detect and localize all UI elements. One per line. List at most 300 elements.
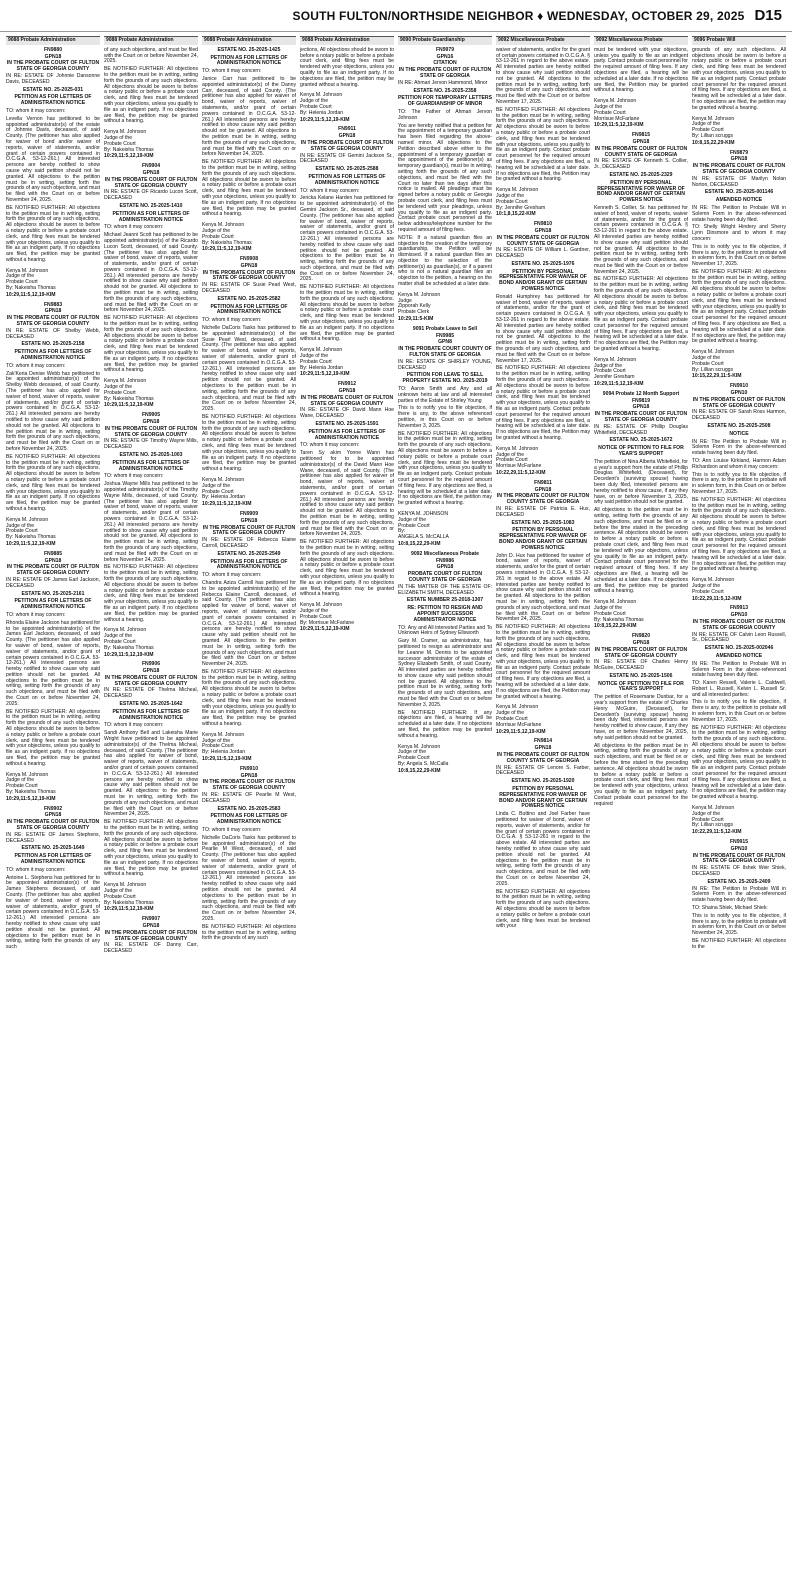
signature-line: By: Helenia Jordan (300, 109, 344, 116)
estate-number: ESTATE NO. 25-2025-1976 (511, 260, 575, 267)
notice-paragraph: BE NOTIFIED FURTHER: All objections to the petition must be in writing, setting forth the grounds of any such objections. All objections should be sworn to before a notary public or before a probate court clerk, and filing fees must be tendered with your objections, unless you qualify to file as an indigent party. If no objections are filed, the petition may be granted without a hearing. (202, 414, 296, 473)
signature-line: By: Angela S. McCalla (398, 761, 449, 768)
signature-line: Kenya M. Johnson (202, 731, 245, 738)
petition-title: PETITION AS FOR LETTERS OF ADMINISTRATION NOTICE (308, 173, 386, 186)
notice-recipient: TO: whom it may concern: (104, 224, 164, 231)
signature-line: Judge of the (594, 604, 623, 611)
signature-line: Kenya M. Johnson (6, 267, 49, 274)
notice-paragraph: jections, All objections should be sworn to before a notary public or before a probate court clerk, and filing fees must be tendered with your objections, unless you qualify to file as an indigent party. If no objections are filed, the petition may be granted without a hearing. (300, 46, 394, 88)
petition-title: PETITION AS FOR LETTERS OF ADMINISTRATION NOTICE (112, 210, 190, 223)
estate-number: ESTATE NO. 25-2025-2508 (707, 423, 771, 430)
estate-name: IN RE: ESTATE OF Gemini Jackson Sr., DECEASED (300, 152, 394, 165)
notice-heading: FN9814 (533, 738, 553, 745)
notice-heading: FN9819 (631, 397, 651, 404)
signature-line: Probate Court (594, 109, 626, 116)
legal-notice (594, 392, 688, 630)
signature-line: Probate Court (594, 368, 626, 375)
notice-paragraph: All objections to the petition must be in writing, setting forth the grounds of any such objections, and must be filed on or before the time stated in the preceding sentence. All objections should be sworn to before a notary public or before a probate court clerk, and filing fees must be tendered with your objections, unless you qualify to file as an indigent party. Contact probate court personnel for the required amount of filing fees. If any objections are filed, a hearing will be scheduled at a later date. If no objections are filed, the petition may be granted without a hearing. (594, 507, 688, 595)
signature-line: By: Lillian scruggs (692, 132, 734, 139)
notice-paragraph: BE NOTIFIED FURTHER: All objections to the petition must be in writing, setting forth the grounds of any such objections. All objections should be sworn to before a notary public or before a probate court clerk, and filing fees must be tendered with your objections, unless you qualify to file as an indigent party. If no objections are filed, the petition may be granted without a hearing. (300, 539, 394, 598)
legal-notice (692, 384, 786, 602)
petition-title: NOTICE OF PETITION TO FILE FOR YEAR'S SUPPORT (598, 445, 684, 457)
signature-line: 10:29,11:5,12,19-KIM (104, 153, 154, 160)
notice-paragraph: TO: Ann Louise Kirkland, Harmon Adam Richardson and whom it may concern: (692, 458, 786, 470)
signature-line: By: Morrisue McFarlane (300, 619, 355, 626)
notice-heading: GPN18 (534, 486, 552, 493)
legal-notice (692, 840, 786, 951)
petition-title: PETITION AS FOR LETTERS OF ADMINISTRATION NOTICE (210, 303, 288, 316)
notice-paragraph: Levella Vernon has petitioned to be appointed administrator(s) of the estate of Johnnie Davis, deceased, of said County. (The petitioner has also applied for waiver of bond and/or waiver of reports, waiver of statements, and/or grant of certain powers contained in O.C.G.A. 53-12-261.) All interested persons are hereby notified to show cause why said petition should not be granted. All objections to the petition must be in writing, setting forth the grounds of any such objections, and must be filed with the Court on or before November 24, 2025. (6, 115, 100, 203)
signature-line: Probate Court (692, 588, 724, 595)
notice-heading: GPN18 (632, 138, 650, 145)
signature-line: 10:22,29,11:5,12-KIM (496, 469, 546, 476)
legal-notice (496, 48, 590, 218)
petition-title: RE: PETITION TO RESIGN AND APPOINT SUCCESSOR ADMINISTRATOR NOTICE (407, 605, 483, 623)
signature-line: 10:29,11:5,12,19-KIM (300, 116, 350, 123)
signature-line: Judge of the (692, 810, 721, 817)
signature-line: Judge of the (202, 227, 231, 234)
signature-line: 10:29,11:5,12,19-KIM (496, 728, 546, 735)
estate-name: IN RE: ESTATE OF Rebecca Elaine Carroll, DECEASED (202, 537, 296, 549)
signature-line: 10:15,22,29,11:5-KIM (692, 373, 742, 380)
notice-paragraph: Linda C. Buttino and Joel Farber have petitioned for waiver of bond, waiver of reports, waiver of statements, and/or for the grant of certain powers contained in O.C.G.A. § 53-12-261 in regard to the above estate. All interested parties are hereby notified to show cause why said petition should not be granted. All objections to the petition must be in writing, setting forth the grounds of any such objections, and must be filed with the Court on or before November 24, 2025. (496, 811, 590, 887)
legal-notice (398, 327, 492, 548)
petition-title: PETITION AS FOR LETTERS OF ADMINISTRATION NOTICE (14, 853, 92, 865)
estate-number: ESTATE NO. 25-2025-1920 (511, 778, 575, 785)
estate-number: ESTATE NO. 25-2025-1506 (609, 672, 673, 679)
notice-heading: FN9885 (43, 550, 63, 557)
signature-line: 10:29,11:5,12,19-KIM (202, 246, 252, 253)
petition-title: NOTICE (729, 430, 749, 437)
notice-heading: GPN18 (534, 745, 552, 752)
notice-paragraph: BE NOTIFIED FURTHER: All objections to the petition must be in writing, setting forth the grounds of any such objections. All objections should be sworn to before a notary public or before a probate court clerk, and filing fees must be tendered with your objections, unless you qualify to file as an indigent party. If no objections are filed, the petition may be granted without a hearing. (6, 204, 100, 263)
notice-paragraph: BE NOTIFIED FURTHER: All objections to the petition must be in writing, setting forth the grounds of any such (202, 923, 296, 942)
notice-heading: GPN18 (730, 156, 748, 163)
notice-heading: FN9820 (631, 633, 651, 640)
notice-paragraph: This is to notify you to file objection, if there is any, to the petition to probate will in solemn form, in this Court on or before November 17, 2025. (692, 243, 786, 268)
estate-number: ESTATE NO. 25-2025-2161 (21, 590, 85, 597)
legal-notice (202, 48, 296, 253)
signature-line: Judge of the (300, 353, 329, 360)
estate-name: IN RE: ESTATE OF Timothy Wayne Mills, DECEASED (104, 438, 198, 451)
notice-paragraph: Nichelle DaCoris Tasks has petitioned to be appointed administrator(s) of the Susie Pearl West, deceased, of said County. (The petitioner has also applied for waiver of bond, waiver of reports, waiver of statements, and/or grant of certain powers contained in O.C.G.A. 53-12-261.) All interested persons are hereby notified to show cause why said petition should not be granted. All objections to the petition must be in writing, setting forth the grounds of any such objections, and must be filed with the Court on or before November 24, 2025. (202, 325, 296, 413)
notice-paragraph: This is to notify you to file objection, if there is any, to the petition to probate will in solemn form, in this Court on or before November 17, 2025. (692, 471, 786, 495)
notice-recipient: TO: whom it may concern: (104, 722, 164, 729)
notice-heading: FN9902 (43, 805, 63, 812)
column-7 (594, 36, 688, 1578)
signature-line: Kenya M. Johnson (6, 771, 49, 778)
notice-recipient: TO: The Father of Ahmari Jervon Johnson (398, 108, 492, 121)
estate-number: ESTATE NO. 25-2025-031 (22, 86, 84, 93)
notice-heading: FN9913 (729, 605, 749, 612)
notice-heading: FN9908 (239, 256, 259, 263)
signature-line: By: Nakeisha Thomas (6, 285, 56, 292)
notice-recipient: TO: Any and All interested Parties and To Unknown Heirs of Sydney Ellsworth (398, 624, 492, 637)
notice-paragraph: BE NOTIFIED FURTHER: All objections to the petition must be in writing, setting forth the grounds of any such objections. All objections should be sworn to before a notary public or before a probate court clerk, and filing fees must be tendered with your objections, unless you qualify to file as an indigent party. Contact probate court personnel for the required amount of filing fees. If any objections are filed, a hearing will be scheduled at a later date. If no objections are filed, the Petition may be granted without a hearing. (496, 106, 590, 183)
notice-heading: PROBATE COURT OF FULTON COUNTY STATE OF GEORGIA (407, 571, 483, 583)
signature-line: 10:29,11:5-KIM (398, 316, 434, 323)
legal-notice (6, 552, 100, 803)
legal-notice (398, 552, 492, 775)
notice-heading: GPN8 (438, 339, 452, 346)
estate-name: IN RE: ESTATE OF Sarah Ross Harmon, DECEASED (692, 409, 786, 422)
signature-line: Judge of the (104, 384, 133, 391)
estate-number: ESTATE NO. 25-2025-1425 (217, 46, 281, 53)
signature-line: Judge of the (104, 887, 133, 894)
signature-line: Judge of the (496, 710, 525, 717)
notice-paragraph: All objections to the petition must be in writing, setting forth the grounds of any such objections, and must be filed on or before the time stated in the preceding sentence. All objections should be sworn to before a notary public or before a probate court clerk, and filing fees must be tendered with your objections, unless you qualify to file as an indigent party. Contact probate court personnel for the required (594, 742, 688, 807)
petition-title: PETITION BY PERSONAL REPRESENTATIVE FOR WAIVER OF BOND AND/OR GRANT OF CERTAIN POWERS NOTICE (498, 527, 587, 551)
notice-recipient: TO: whom it may concern: (6, 362, 66, 369)
notice-heading: IN THE PROBATE COURT OF FULTON STATE OF GEORGIA COUNTY (104, 929, 198, 942)
notice-heading: FN9810 (533, 221, 553, 228)
notice-paragraph: Nichelle DaCoris Tasks has petitioned to be appointed administrator(s) of the Pearlie M West, deceased, of said County. (The petitioner has also applied for waiver of bond, waiver of reports, waiver of statements, and/or grant of certain powers contained in O.C.G.A. 53-12-261.) All interested persons are hereby notified to show cause why said petition should not be granted. All objections to the petition must be in writing, setting forth the grounds of any such objections, and must be filed with the Court on or before November 24, 2025. (202, 834, 296, 922)
notice-heading: IN THE PROBATE COURT OF FULTON STATE OF GEORGIA (398, 67, 492, 79)
legal-notice (496, 481, 590, 736)
signature-line: Probate Court (398, 755, 430, 762)
petition-title: PETITION AS FOR LETTERS OF ADMINISTRATION NOTICE (308, 428, 386, 441)
signature-line: Kenya M. Johnson (496, 704, 539, 711)
notice-heading: IN THE PROBATE COURT OF FULTON STATE OF GEORGIA COUNTY (692, 396, 786, 409)
estate-number: ESTATE NO. 25-2025-1003 (119, 452, 183, 458)
notice-heading: GPN18 (338, 388, 356, 395)
signature-line: Kenya M. Johnson (104, 129, 147, 136)
notice-heading: IN THE PROBATE COURT OF FULTON STATE OF GEORGIA COUNTY (202, 779, 296, 792)
notice-heading: IN THE PROBATE COURT OF FULTON STATE OF GEORGIA COUNTY (6, 564, 100, 577)
petition-title: PETITION AS FOR LETTERS OF ADMINISTRATION NOTICE (14, 349, 92, 362)
signature-line: 10:29,11:5,12,19-KIM (6, 291, 56, 298)
notice-heading: GPN18 (44, 53, 62, 60)
signature-line: By: Nakeisha Thomas (6, 534, 56, 541)
notice-heading: FN9880 (43, 46, 63, 53)
notice-heading: FN9985 (435, 332, 455, 339)
page-number: D15 (754, 7, 782, 24)
petition-title: PETITION AS FOR LETTERS OF ADMINISTRATION NOTICE (210, 54, 288, 67)
notice-paragraph: Gary M. Cramer, as administrator, has petitioned to resign as administrator and for Leanne M. Dennis to be appointed successor administrator of the estate of Sydney Elizabeth Smith, of said County. All interested parties are hereby notified to show cause why said petition should not be granted. All objections to the petition must be in writing, setting forth the grounds of any such objections, and must be filed with the Court on or before November 3, 2025. (398, 638, 492, 708)
legal-notice (496, 222, 590, 477)
notice-paragraph: This is to notify you to file objection, if there is any, to the petition to probate will in solemn form, in this Court on or before November 24, 2025. (692, 912, 786, 937)
notice-heading: FN9906 (141, 661, 161, 668)
notice-paragraph: grounds of any such objections. All objections should be sworn to before a notary public or before a probate court clerk, and filing fees must be tendered with your objections, unless you qualify to file as an indigent party. Contact probate court personnel for the required amount of filing fees. If any objections are filed, a hearing will be scheduled at a later date. If no objections are filed, the petition may be granted without a hearing. (692, 46, 786, 111)
signature-line: 10:29,11:5,12,19-KIM (6, 795, 56, 802)
estate-name: IN RE: ESTATE OF SHIRLEY YOUNG, DECEASED (398, 358, 492, 371)
notice-heading: IN THE PROBATE COURT OF FULTON COUNTY STATE OF GEORGIA (496, 752, 590, 764)
notice-heading: GPN18 (240, 772, 258, 779)
estate-number: ESTATE NO. 25-2025-2583 (217, 805, 281, 812)
notice-heading: FN9904 (141, 163, 161, 170)
notice-heading: IN THE PROBATE COURT OF FULTON STATE OF GEORGIA COUNTY (692, 852, 786, 865)
notice-recipient: TO: whom it may concern: (202, 317, 262, 324)
estate-number: ESTATE NO. 25-2025-1649 (21, 845, 85, 852)
legal-notice (6, 807, 100, 951)
signature-line: 10:8,15,22,29-KIM (594, 623, 637, 630)
signature-line: Probate Court (6, 279, 38, 286)
petition-title: PETITION AS FOR LETTERS OF ADMINISTRATION NOTICE (210, 813, 288, 826)
notice-heading: GPN10 (730, 612, 748, 619)
estate-number: ESTATE NO. 25-2025-2582 (217, 295, 281, 302)
signature-line: Judge of the (104, 633, 133, 640)
estate-name: IN RE: ESTATE OF Thelma Micheal, DECEASED (104, 687, 198, 700)
estate-name: IN RE: ESTATE OF David Mann Hoe Wane, DECEASED (300, 407, 394, 420)
legal-notice (6, 48, 100, 299)
legal-notice (692, 151, 786, 381)
notice-recipient: TO: whom it may concern: (6, 107, 66, 114)
notice-heading: GPN18 (44, 812, 62, 819)
estate-name: IN RE: ESTATE OF Ricardo Lucon Scott, DECEASED (104, 189, 198, 202)
notice-heading: GPN18 (44, 308, 62, 315)
signature-line: Probate Court (6, 783, 38, 790)
signature-line: Probate Court (104, 893, 136, 900)
notice-paragraph: Jericka Kelane Harden has petitioned for to be appointed administrator(s) of the Gemini Jackson Sr., deceased, of said County. (The petitioner has also applied for waiver of bond, waiver of reports, waiver of statements, and/or grant of certain powers contained in O.C.G.A. 53-12-261.) All interested persons are hereby notified to show cause why said petition should not be granted. All objections to the petition must be in writing, setting forth the grounds of any such objections, and must be filed with the Court on or before November 24, 2025. (300, 195, 394, 283)
notice-paragraph: Zak'Keria Denise Webb has petitioned to be appointed administrator(s) of the Shelby Webb deceased, of said County. (The petitioner has also applied for waiver of bond, waiver of reports, waiver of statements, and/or grant of certain powers contained in O.C.G.A. 53-12-261.) All interested persons are hereby notified to show cause why said petition should not be granted. All objections to the petition must be in writing, setting forth the grounds of any such objections, and must be filed with the Court on or before November 24, 2025. (6, 370, 100, 452)
notice-paragraph: Michael Jeanni Scott has petitioned to be appointed administrator(s) of the Ricardo Lucon Scott, deceased, of said County. (The petitioner has also applied for waiver of bond, waiver of reports, waiver of statements, and/or grant of certain powers contained in O.C.G.A. 53-12-261.) All interested persons are hereby notified to show cause why said petition should not be granted. All objections to the petition must be in writing, setting forth the grounds of any such objections, and must be filed with the Court on or before November 24, 2025. (104, 232, 198, 314)
signature-line: Judge of the (6, 522, 35, 529)
signature-line: Kenya M. Johnson (594, 98, 637, 105)
legal-notice (594, 48, 688, 129)
section-heading: 9088 Probate Administration (6, 36, 100, 45)
notice-heading: FN9883 (43, 301, 63, 308)
estate-number: ESTATE NO. 25-2025-2329 (609, 171, 673, 178)
estate-name: IN RE: ESTATE OF Pearlie M West, DECEASED (202, 792, 296, 804)
notice-heading: GPN18 (240, 262, 258, 269)
notice-heading: FN9912 (337, 381, 357, 388)
notice-heading: IN THE PROBATE COURT OF FULTON STATE OF GEORGIA COUNTY (692, 618, 786, 631)
notice-heading: IN THE PROBATE COURT OF FULTON STATE OF GEORGIA COUNTY (202, 524, 296, 537)
petition-title: PETITION AS FOR LETTERS OF ADMINISTRATION NOTICE (210, 558, 288, 571)
notice-paragraph: The petition of Rosemarie Dunbar, for a year's support from the estate of Charles Henry McGuire, (Deceased), for Decedent's (surviving spouse) having been duly filed, interested persons are hereby notified to show cause, if any they have, on or before November 24, 2025, why said petition should not be granted. (594, 694, 688, 741)
signature-line: Judge of the (6, 273, 35, 280)
estate-number: ESTATE NO. 25-2025-2549 (217, 550, 281, 557)
column-6 (496, 36, 590, 1578)
notice-heading: FN9879 (729, 149, 749, 156)
signature-line: Kenya M. Johnson (300, 347, 343, 354)
estate-number: ESTATE NO. 25-2025-2409 (707, 878, 771, 885)
signature-line: Judge of the (104, 134, 133, 141)
signature-line: By: Helenia Jordan (300, 364, 344, 371)
legal-notice (398, 48, 492, 323)
estate-number: ESTATE NO. 25-2025-1591 (315, 421, 379, 428)
column-1 (6, 36, 100, 1578)
notice-heading: GPN18 (534, 227, 552, 234)
signature-line: Probate Court (398, 522, 430, 529)
estate-name: IN RE: ESTATE OF James Earl Jackson, DECEASED (6, 576, 100, 589)
petition-title: PETITION BY PERSONAL REPRESENTATIVE FOR WAIVER OF BOND AND/OR GRANT OF CERTAIN POWERS NOTICE (498, 268, 587, 293)
signature-line: Kenya M. Johnson (202, 222, 245, 229)
notice-paragraph: BE NOTIFIED FURTHER: All objections to the petition must be in writing, setting forth the grounds of any such objections. All objections should be sworn to before a notary public or before a probate court clerk, and filing fees must be tendered with your objections, unless you qualify to file as an indigent party. If no objections are filed, the petition may be granted without a hearing. (6, 708, 100, 767)
section-heading: 9090 Probate Guardianship (398, 36, 492, 45)
notice-heading: CITATION (433, 60, 457, 67)
estate-name: IN RE: ESTATE OF Marilyn Nolan Norton, DECEASED (692, 175, 786, 188)
signature-line: Morrisue McFarlane (496, 721, 542, 728)
section-heading: 9092 Miscellaneous Probate (496, 36, 590, 45)
estate-number: ESTATE NO. 25-2025-002046 (704, 645, 774, 652)
petition-title: AMENDED NOTICE (715, 652, 763, 659)
notice-heading: GPN18 (338, 133, 356, 140)
signature-line: Probate Court (692, 816, 724, 823)
notice-paragraph: This is to notify you to file objection, if there is any, to the above referenced petition, in this Court on or before November 3, 2025. (398, 405, 492, 429)
legal-notice (104, 164, 198, 409)
notice-heading: IN THE PROBATE COURT OF FULTON STATE OF GEORGIA COUNTY (104, 674, 198, 687)
signature-line: By: Helenia Jordan (202, 749, 246, 756)
signature-line: By: Nakeisha Thomas (104, 899, 154, 906)
notice-paragraph: BE NOTIFIED FURTHER: All objections to the petition must be in writing, setting forth the grounds of any such objections. All objections should be sworn to before a notary public or before a probate court clerk, and filing fees must be tendered with your objections, unless you qualify to file as an indigent party. Contact probate court personnel for the required amount of filing fees. If any objections are filed, a hearing will be scheduled at a later date. If no objections are filed, the petition may be granted without a hearing. (692, 496, 786, 573)
signature-line: Judge of the (300, 98, 329, 105)
notice-paragraph: The petition of Nina Alberta Whitefield, for a year's support from the estate of Phillip Douglas Whitefield, (Deceased), for Decedent's (surviving spouse) having been duly filed, interested persons are hereby notified to show cause, if any they have, on or before November 3, 2025, why said petition should not be granted. (594, 458, 688, 506)
signature-line: Probate Court (496, 716, 528, 723)
legal-notice (300, 127, 394, 378)
petition-title: PETITION AS FOR LETTERS OF ADMINISTRATION NOTICE (14, 94, 92, 107)
petition-title: PETITION AS FOR LETTERS OF ADMINISTRATION NOTICE (112, 459, 190, 472)
notice-paragraph: BE NOTIFIED FURTHER: All objections to the petition must be in writing, setting forth the grounds of any such objections. All objections should be sworn to before a notary public or before a probate court clerk, and filing fees must be tendered with your objections, unless you qualify to file as an indigent party. Contact probate court personnel for the required amount of filing fees. If any objections are filed, a hearing will be scheduled at a later date. If no objections are filed, the petition may be granted without a hearing. (692, 724, 786, 801)
notice-recipient: TO: whom it may concern: (300, 187, 360, 194)
signature-line: Kenya M. Johnson (594, 356, 637, 363)
signature-line: Probate Court (496, 198, 528, 205)
signature-line: Probate Court (104, 389, 136, 396)
section-heading: 9096 Probate Will (692, 36, 786, 45)
notice-heading: FN9911 (338, 126, 356, 133)
signature-line: Kenya M. Johnson (104, 627, 147, 634)
signature-line: 10:29,11:5,12,19-KIM (300, 371, 350, 378)
signature-line: Kenya M. Johnson (398, 291, 441, 298)
notice-paragraph: BE NOTIFIED FURTHER: All objections to the petition must be in writing, setting forth the grounds of any such objections. All objections should be sworn to before a notary public or before a probate court clerk, and filing fees must be tendered with your (496, 888, 590, 930)
estate-name: IN RE: ESTATE OF Phillip Douglas Whitefield, DECEASED (594, 423, 688, 436)
notice-heading: IN THE PROBATE COURT OF FULTON STATE OF GEORGIA COUNTY (594, 646, 688, 659)
notice-heading: FN9811 (534, 479, 552, 486)
signature-line: Probate Court (496, 457, 528, 464)
notice-paragraph: BE NOTIFIED FURTHER: All objections to the petition must be in writing, setting forth the grounds of any such objections. All objections should be sworn to before a notary public or before a probate court clerk, and filing fees must be tendered with your objections, unless you qualify to file as an indigent party. Contact probate court personnel for the required amount of filing fees. If any objections are filed, a hearing will be scheduled at a later date. If no objections are filed, the Petition may be granted without a hearing. (594, 276, 688, 353)
legal-notice (104, 917, 198, 955)
notice-heading: GPN18 (142, 169, 160, 176)
signature-line: Zipporah Kelly (398, 303, 431, 310)
estate-number: ESTATE NO. 25-2025-1642 (119, 701, 183, 708)
notice-heading: GPN18 (632, 404, 650, 411)
signature-line: By: (398, 528, 406, 535)
signature-line: Kenya M. Johnson (104, 378, 147, 385)
notice-paragraph: Ronald Humphrey has petitioned for waiver of bond, waiver of reports, waiver of statements, and/or for the grant of certain powers contained in O.C.G.A. § 53-12-261 in regard to the above estate. All interested parties are hereby notified to show cause why said petition should not be granted. All objections to the petition must be in writing, setting forth the grounds of any such objections, and must be filed with the Court on or before November 17, 2025. (496, 293, 590, 364)
notice-heading: FN9915 (729, 839, 749, 846)
notice-paragraph: BE NOTIFIED FURTHER: All objections to the petition must be in writing, setting forth the grounds of any such objections. All objections should be sworn to before a notary public or before a probate court clerk, and filing fees must be tendered with your objections, unless you qualify to file as an indigent party. If no objections are filed, the petition may be granted without a hearing. (104, 564, 198, 623)
estate-name: IN RE: Ahmari Jervon Hammond, Minor (398, 79, 488, 86)
petition-title: PETITION BY PERSONAL REPRESENTATIVE FOR WAIVER OF BOND AND/OR GRANT OF CERTAIN POWERS NOTICE (498, 786, 587, 810)
signature-line: By: Nakeisha Thomas (202, 239, 252, 246)
notice-heading: 9092 Miscellaneous Probate (411, 550, 479, 557)
notice-recipient: TO: whom it may concern: (202, 827, 262, 834)
signature-line: Judge of the (496, 192, 525, 199)
signature-line: Judge of the (496, 451, 525, 458)
notice-heading: IN THE PROBATE COURT COUNTY OF FULTON STATE OF GEORGIA (398, 346, 492, 359)
legal-notice (594, 634, 688, 807)
signature-line: Probate Court (300, 103, 332, 110)
legal-notice (202, 257, 296, 508)
estate-name: IN RE: ESTATE OF Charles Henry McGuire, DECEASED (594, 659, 688, 672)
notice-heading: IN THE PROBATE COURT OF FULTON STATE OF GEORGIA COUNTY (6, 315, 100, 328)
signature-line: By: Nakeisha Thomas (594, 616, 644, 623)
notice-recipient: TO: whom it may concern: (6, 866, 66, 873)
notice-heading: 9091 Probate Leave to Sell (412, 325, 478, 332)
column-3 (202, 36, 296, 1578)
notice-paragraph: BE NOTIFIED FURTHER: All objections to the petition must be in writing, setting forth the grounds of any such objections. All objections must be sworn to before a notary public or before a probate court clerk, and filing fees must be tendered with your objections, unless you qualify to file as an indigent party. Contact probate court personnel for the required amount of filing fees. If any objections are filed, a hearing will be scheduled at a later date. If no objections are filed, the petition may be granted without a hearing. (398, 430, 492, 507)
signature-line: 10:29,11:5,12,19-KIM (594, 381, 644, 388)
signature-line: Probate Court (300, 613, 332, 620)
estate-number: ESTATE NO. 25-2025-2588 (315, 166, 379, 173)
notice-paragraph: Kenneth S. Collier, Sr. has petitioned for waiver of bond, waiver of reports, waiver of statements, and/or for the grant of certain powers contained in O.C.G.A. § 53-12-261 in regard to the above estate. All interested parties are hereby notified to show cause why said petition should not be granted. All objections to the petition must be in writing, setting forth the grounds of any such objections, and must be filed with the Court on or before November 24, 2025. (594, 204, 688, 275)
signature-line: 10:29,11:5,12,19-KIM (104, 906, 154, 913)
petition-title: PETITION AS FOR LETTERS OF ADMINISTRATION NOTICE (14, 598, 92, 611)
signature-line: Kenya M. Johnson (300, 602, 343, 609)
notice-paragraph: BE NOTIFIED FURTHER: All objections to the petition must be in writing, setting forth the grounds of any such objections. All objections should be sworn to before a notary public or before a probate court clerk, and filing fees must be tendered with your objections, unless you qualify to file as an indigent party. If no objections are filed, the petition may be granted without a hearing. (104, 66, 198, 125)
signature-line: 10:8,15,22,29-KIM (398, 540, 441, 547)
notice-heading: GPN18 (142, 922, 160, 929)
signature-line: Judge (398, 297, 412, 304)
signature-line: Probate Court (202, 233, 234, 240)
notice-paragraph: This is to notify you to file objection, if there is any, to the petition to probate will in solemn form, in this Court on or before November 17, 2025. (692, 699, 786, 723)
notice-heading: IN THE PROBATE COURT OF FULTON STATE OF GEORGIA COUNTY (594, 411, 688, 424)
notice-heading: IN THE PROBATE COURT OF FULTON COUNTY STATE OF GEORGIA (496, 234, 590, 247)
signature-line: 10:29,11:5,12,19-KIM (6, 540, 56, 547)
notice-paragraph: BE NOTIFIED FURTHER: All objections to the petition must be in writing, setting forth the grounds of any such objections. All objections should be sworn to before a notary public or before a probate court clerk, and filing fees must be tendered with your objections, unless you qualify to file as an indigent party. If no objections are filed, the petition may be granted without a hearing. (300, 284, 394, 343)
signature-line: Judge of the (202, 737, 231, 744)
signature-line: Kenya M. Johnson (692, 805, 735, 812)
signature-line: Judge of the (300, 607, 329, 614)
notice-paragraph: waiver of statements, and/or for the grant of certain powers contained in O.C.G.A. § 53-12-261 in regard to the above estate. All interested parties are hereby notified to show cause why said petition should not be granted. All objections to the petition must be in writing, setting forth the grounds of any such objections, and must be filed with the Court on or before November 17, 2025. (496, 46, 590, 105)
signature-line: By: Lillian scruggs (692, 366, 734, 373)
column-4 (300, 36, 394, 1578)
notice-heading: IN THE PROBATE COURT OF FULTON STATE OF GEORGIA COUNTY (300, 139, 394, 152)
signature-line: Kenya M. Johnson (692, 577, 735, 584)
estate-name: IN RE: ESTATE OF James Stephens, DECEASED (6, 831, 100, 844)
signature-line: By: Nakeisha Thomas (6, 789, 56, 796)
notice-heading: FN9907 (141, 916, 161, 923)
notice-paragraph: TO: Shaina Shiek, Michael Shiek: (692, 904, 768, 911)
signature-line: Kenya M. Johnson (692, 115, 735, 122)
signature-line: Judge of the (398, 516, 427, 523)
signature-line: Probate Court (300, 358, 332, 365)
notice-heading: GPN18 (632, 639, 650, 646)
section-heading: 9088 Probate Administration (104, 36, 198, 45)
notice-heading: IN THE PROBATE COURT OF FULTON STATE OF GEORGIA COUNTY (300, 394, 394, 407)
estate-name: IN RE: ESTATE OF Susie Pearl West, DECEASED (202, 282, 296, 295)
notice-paragraph: of any such objections, and must be filed with the Court on or before November 24, 2025. (104, 46, 198, 65)
signature-line: Kenya M. Johnson (6, 516, 49, 523)
notice-paragraph: BE NOTIFIED FURTHER: All objections to the petition must be in writing, setting forth the grounds of any such objections. All objections should be sworn to before a notary public or before a probate court clerk, and filing fees must be tendered with your objections, unless you qualify to file as an indigent party. If no objections are filed, the petition may be granted without a hearing. (202, 159, 296, 218)
notice-recipient: TO: whom it may concern: (104, 473, 164, 480)
notice-recipient: TO: whom it may concern: (300, 442, 360, 449)
notice-heading: IN THE PROBATE COURT OF FULTON STATE OF GEORGIA COUNTY (692, 163, 786, 175)
petition-title: PETITION AS FOR LETTERS OF ADMINISTRATION NOTICE (112, 708, 190, 721)
signature-line: Kenya M. Johnson (202, 476, 245, 483)
signature-line: Judge of the (6, 777, 35, 784)
signature-line: Kenya M. Johnson (104, 882, 147, 889)
notice-paragraph: Antoine L. Stephens has petitioned for to be appointed administrator(s) of the James Stephens deceased, of said County. (The petitioner has also applied for waiver of bond, waiver of reports, waiver of statements, and/or grant of certain powers contained in O.C.G.A. 53-12-261.) All interested persons are hereby notified to show cause why said petition should not be granted. All objections to the petition must be in writing, setting forth the grounds of any such (6, 874, 100, 951)
signature-line: Kenya M. Johnson (300, 92, 343, 99)
legal-notice (202, 767, 296, 942)
signature-line: Probate Clerk (398, 309, 430, 316)
notice-heading: GPN10 (730, 845, 748, 852)
estate-name: IN RE: ESTATE OF Calvin Leon Russell, Sr., DECEASED (692, 631, 786, 644)
estate-number: ESTATE NO. 25-2025-2358 (413, 87, 477, 94)
notice-paragraph: You are hereby notified that a petition for the appointment of a temporary guardian has been filed regarding the above-named minor. All objections to the Petition described above either to the appointment of a temporary guardian or the appointment of the petitioner(s) as temporary guardian(s), must be in writing, setting forth the grounds of any such objections, and must be filed with the Court no later than ten days after this notice is mailed. All pleadings must be signed before a notary public or Georgia probate court clerk, and filing fees must be tendered with your pleadings, unless you qualify to file as an indigent party. Contact probate court personnel at the below address/telephone number for the required amount of filing fees. (398, 122, 492, 233)
signature-line: 10:22,29,11:5,12-KIM (692, 595, 742, 602)
column-2 (104, 36, 198, 1578)
legal-notice (300, 48, 394, 124)
signature-line: Judge of the (594, 103, 623, 110)
signature-line: By: Nakeisha Thomas (104, 395, 154, 402)
notice-paragraph: TO: Shelly Wright Hindery and Sherry Lynn Dinsmore and to whom it may concern: (692, 224, 786, 242)
signature-line: Probate Court (202, 488, 234, 495)
notice-heading: IN THE PROBATE COURT OF FULTON COUNTY STATE OF GEORGIA (594, 145, 688, 158)
notice-paragraph: John D. Hux has petitioned for waiver of bond, waiver of reports, waiver of statements, and/or for the grant of certain powers contained in O.C.G.A. § 53-12-261 in regard to the above estate. All interested parties are hereby notified to show cause why said petition should not be granted. All objections to the petition must be in writing, setting forth the grounds of any such objections, and must be filed with the Court on or before November 24, 2025. (496, 552, 590, 623)
estate-name: IN RE: ESTATE OF Shelby Webb, DECEASED (6, 327, 100, 340)
